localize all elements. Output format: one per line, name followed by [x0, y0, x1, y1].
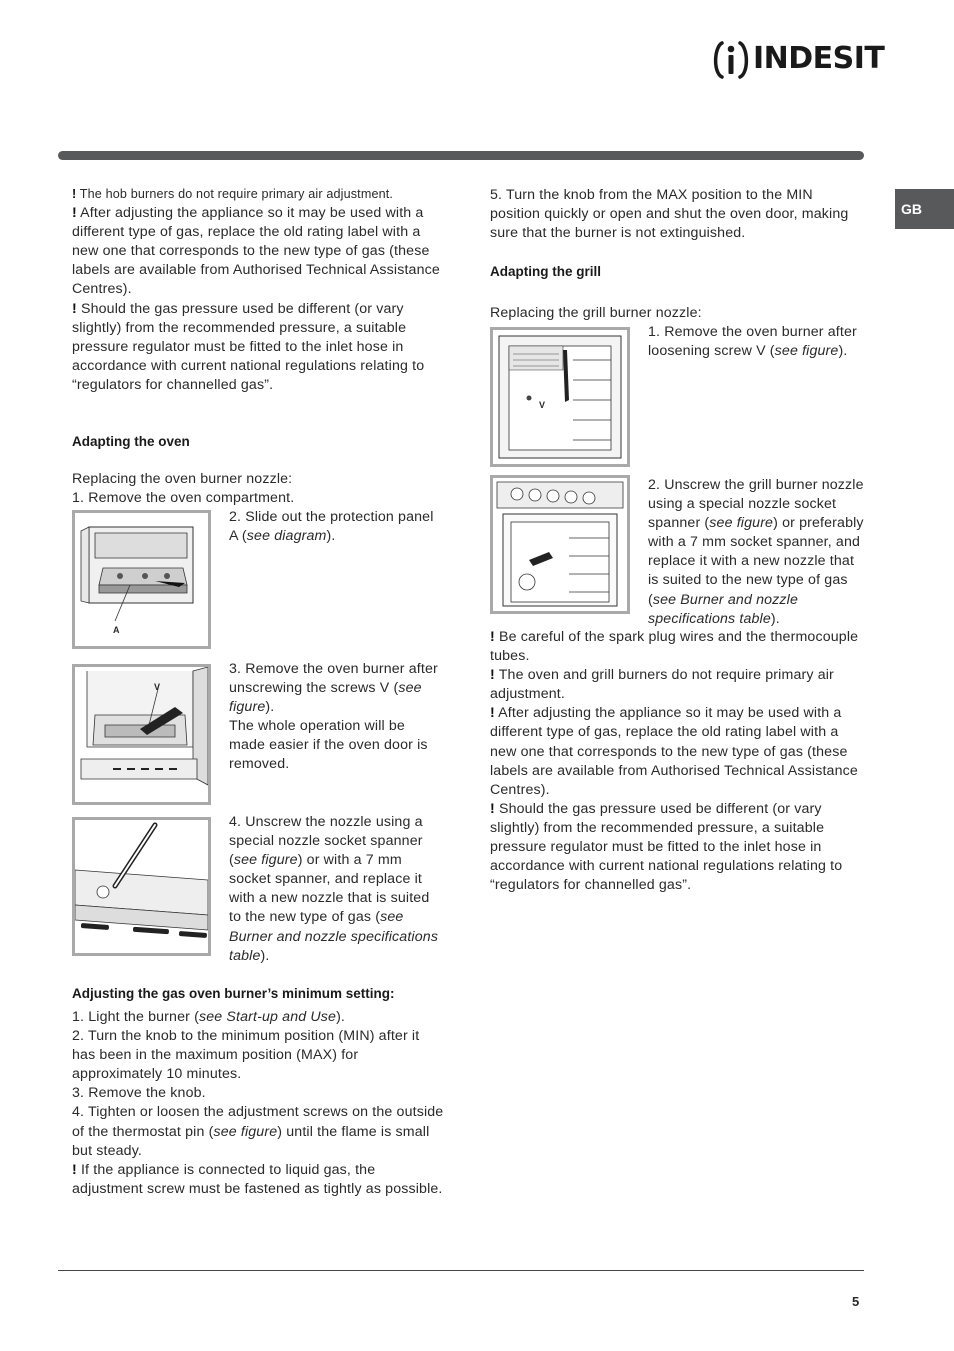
figure-nozzle-spanner — [72, 817, 211, 956]
grill-note: ! The oven and grill burners do not require primary air adjustment. — [490, 667, 834, 703]
intro-note: ! After adjusting the appliance so it may be used with a different type of gas, replace the old rating label with a new one that corresponds to the new type of gas (these labels are available from Authorised Technical Assistance Centres). — [72, 205, 440, 298]
label-a: A — [113, 625, 120, 635]
header-divider — [58, 151, 864, 160]
figure-oven-burner-screws — [72, 664, 211, 805]
grill-screw-illustration — [493, 330, 627, 464]
intro-note: ! The hob burners do not require primary air adjustment. — [72, 187, 394, 201]
left-intro — [72, 185, 444, 395]
page-number: 5 — [852, 1294, 860, 1309]
grill-notes — [490, 628, 862, 895]
figure-protection-panel — [72, 510, 211, 649]
label-v: V — [154, 682, 161, 692]
step-2: 2. Slide out the protection panel A (see diagram). — [229, 509, 434, 545]
grill-nozzle-illustration — [493, 478, 627, 611]
grill-step-1: 1. Remove the oven burner after loosening screw V (see figure). — [648, 324, 857, 360]
intro-note: ! Should the gas pressure used be different (or vary slightly) from the recommended pressure, a suitable pressure regulator must be fitted to the inlet hose in accordance with current national regulations relating to “regulators for channelled gas”. — [72, 300, 425, 393]
min-setting-steps: 1. Light the burner (see Start-up and Use). 2. Turn the knob to the minimum position (MIN) after it has been in the maximum position (MAX) for approximately 10 minutes. 3. Remove the knob. 4. Tighten or loosen the adjustment screws on the outside of the thermostat pin (see figure) until the flame is small but steady. ! If the appliance is connected to liquid gas, the adjustment screw must be fastened as tightly as possible. — [72, 1009, 444, 1197]
step-5: 5. Turn the knob from the MAX position to the MIN position quickly or open and shut the oven door, making sure that the burner is not extinguished. — [490, 187, 849, 242]
brand-name: INDESIT — [753, 41, 885, 76]
language-tab: GB — [895, 189, 954, 229]
grill-note: ! Should the gas pressure used be different (or vary slightly) from the recommended pressure, a suitable pressure regulator must be fitted to the inlet hose in accordance with current national regulations relating to “regulators for channelled gas”. — [490, 800, 843, 894]
footer-divider — [58, 1270, 864, 1271]
min-setting-heading: Adjusting the gas oven burner’s minimum setting: — [72, 986, 395, 1001]
figure-grill-screw — [490, 327, 630, 467]
protection-panel-illustration — [75, 513, 208, 646]
grill-heading: Adapting the grill — [490, 264, 601, 279]
grill-intro: Replacing the grill burner nozzle: — [490, 305, 702, 321]
oven-burner-screws-illustration — [75, 667, 208, 802]
grill-step-2: 2. Unscrew the grill burner nozzle using a special nozzle socket spanner (see figure) or preferably with a 7 mm socket spanner, and replace it with a new nozzle that is suited to the new type of gas (see Burner and nozzle specifications table). — [648, 477, 864, 627]
step-4: 4. Unscrew the nozzle using a special nozzle socket spanner (see figure) or with a 7 mm socket spanner, and replace it with a new nozzle that is suited to the new type of gas (see Burner and nozzle specifications table). — [229, 814, 439, 964]
step-3: 3. Remove the oven burner after unscrewing the screws V (see figure). The whole operation will be made easier if the oven door is removed. — [229, 661, 438, 773]
grill-note: ! After adjusting the appliance so it may be used with a different type of gas, replace the old rating label with a new one that corresponds to the new type of gas (these labels are available from Authorised Technical Assistance Centres). — [490, 705, 858, 798]
brand-logo — [712, 38, 885, 82]
oven-intro: Replacing the oven burner nozzle: 1. Remove the oven compartment. — [72, 471, 295, 507]
label-v: V — [539, 400, 546, 410]
oven-heading: Adapting the oven — [72, 434, 190, 449]
figure-grill-nozzle — [490, 475, 630, 614]
nozzle-spanner-illustration — [75, 820, 208, 953]
grill-note: ! Be careful of the spark plug wires and the thermocouple tubes. — [490, 629, 859, 665]
indesit-logo-icon — [712, 38, 750, 82]
